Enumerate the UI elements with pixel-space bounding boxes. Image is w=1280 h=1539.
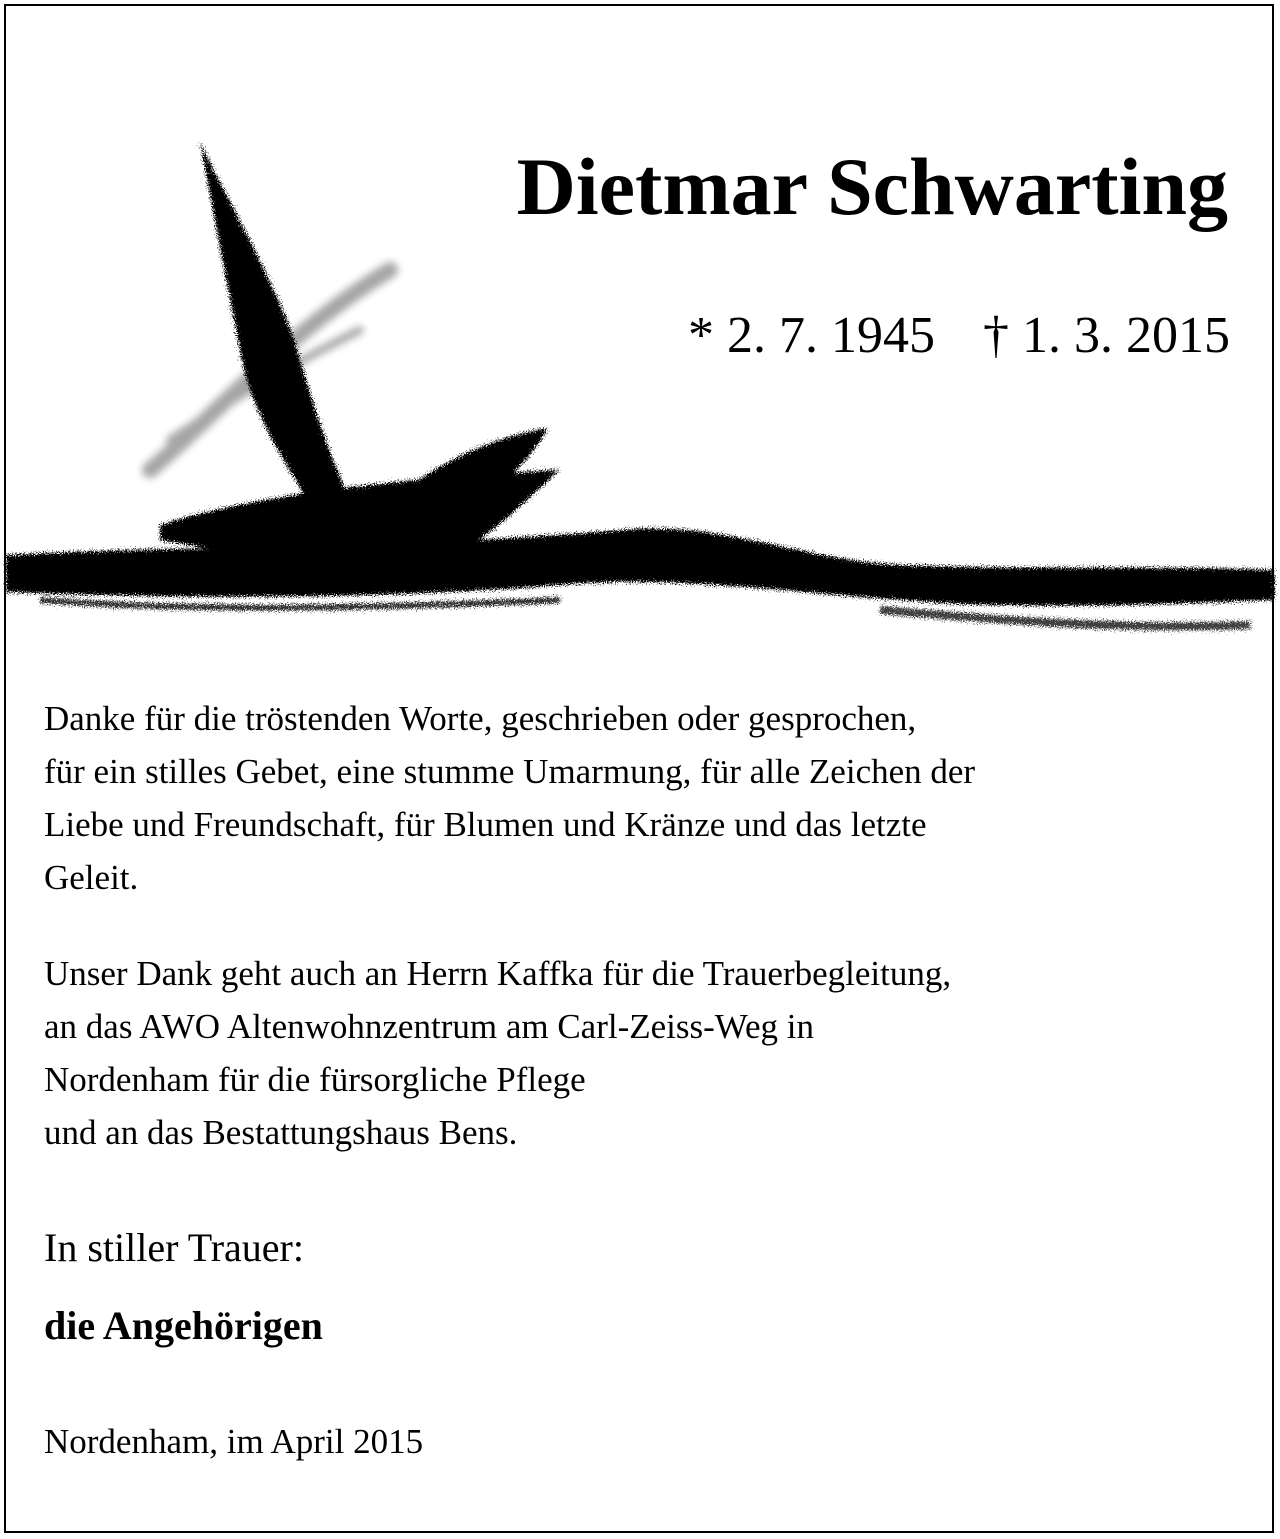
deceased-name: Dietmar Schwarting — [516, 141, 1228, 232]
text-line: Liebe und Freundschaft, für Blumen und Kränze und das letzte — [44, 805, 927, 844]
acknowledgement-paragraph — [44, 947, 1244, 1159]
text-line: für ein stilles Gebet, eine stumme Umarmung, für alle Zeichen der — [44, 752, 976, 791]
birth-date: * 2. 7. 1945 — [688, 307, 935, 364]
death-date: † 1. 3. 2015 — [983, 307, 1230, 364]
life-dates — [688, 305, 1230, 367]
text-line: Geleit. — [44, 858, 139, 897]
thanks-paragraph — [44, 692, 1244, 904]
text-line: Unser Dank geht auch an Herrn Kaffka für die Trauerbegleitung, — [44, 954, 952, 993]
text-line: und an das Bestattungshaus Bens. — [44, 1113, 518, 1152]
text-line: an das AWO Altenwohnzentrum am Carl-Zeiss-Weg in — [44, 1007, 815, 1046]
signers: die Angehörigen — [44, 1303, 323, 1348]
text-line: Danke für die tröstenden Worte, geschrieben oder gesprochen, — [44, 699, 917, 738]
mourning-line: In stiller Trauer: — [44, 1225, 304, 1270]
text-line: Nordenham für die fürsorgliche Pflege — [44, 1060, 586, 1099]
place-and-date: Nordenham, im April 2015 — [44, 1422, 424, 1461]
